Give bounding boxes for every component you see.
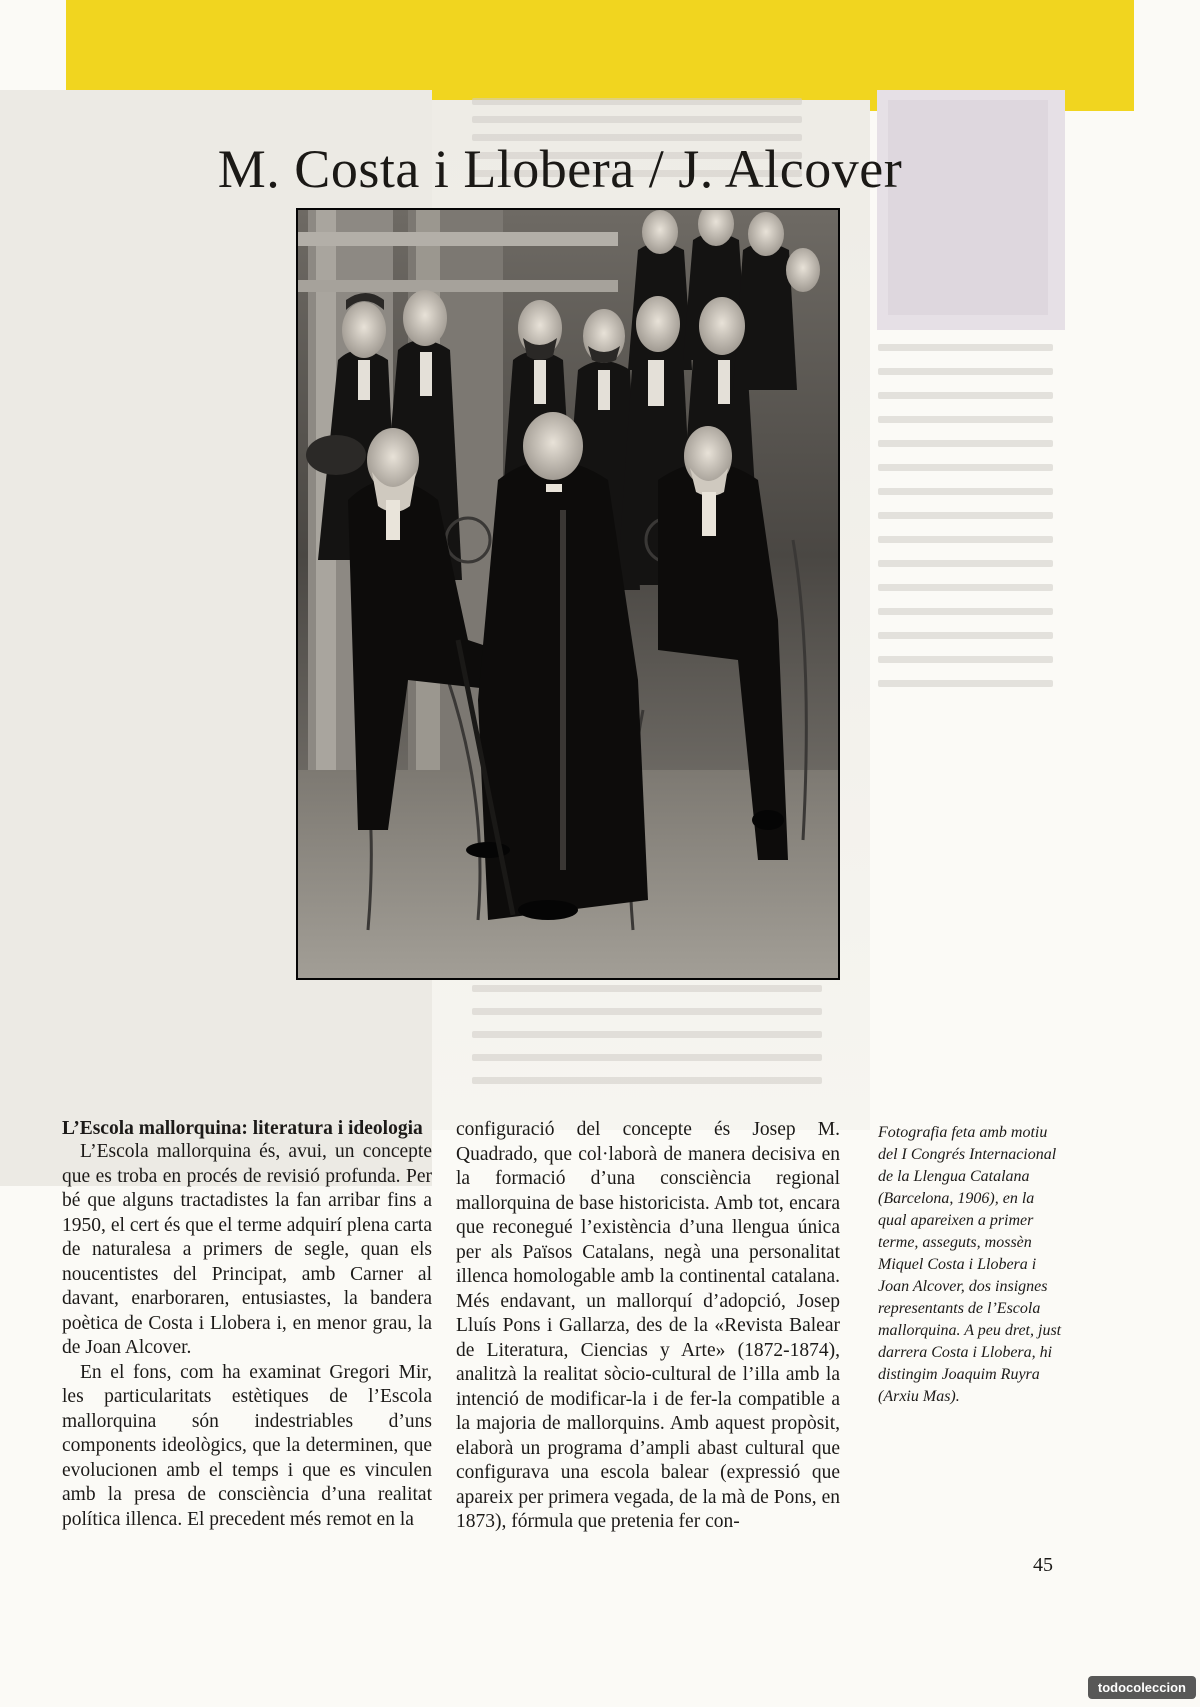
historical-photograph <box>296 208 840 980</box>
page-title: M. Costa i Llobera / J. Alcover <box>217 139 903 199</box>
body-paragraph: L’Escola mallorquina és, avui, un concepte que es troba en procés de revisió profunda. Per bé que alguns tractadistes la fan arribar fins a 1950, el cert és que el terme adquirí plena carta de naturalesa a primers de segle, quan els noucentistes del Principat, amb Carner al davant, enarboraren, entusiastes, la bandera poètica de Costa i Llobera i, en menor grau, la de Joan Alcover. <box>62 1141 432 1358</box>
article-column-1 <box>62 1118 432 1532</box>
body-paragraph: En el fons, com ha examinat Gregori Mir, les particularitats estètiques de l’Escola mallorquina són indestriables d’uns components ideològics, que la determinen, que evolucionen amb el temps i que es vinculen amb la presa de consciència d’una realitat política illenca. El precedent més remot en la <box>62 1361 432 1530</box>
section-heading: L’Escola mallorquina: literatura i ideologia <box>62 1118 423 1139</box>
photo-caption: Fotografia feta amb motiu del I Congrés Internacional de la Llengua Catalana (Barcelona, 1906), en la qual apareixen a primer terme, asseguts, mossèn Miquel Costa i Llobera i Joan Alcover, dos insignes representants de l’Escola mallorquina. A peu dret, just darrera Costa i Llobera, hi distingim Joaquim Ruyra (Arxiu Mas). <box>878 1124 1062 1405</box>
show-through-right-image <box>888 100 1048 315</box>
watermark-logo: todocoleccion <box>1088 1676 1196 1699</box>
group-photo-image <box>298 210 838 978</box>
article-column-2 <box>456 1118 840 1535</box>
body-paragraph: configuració del concepte és Josep M. Quadrado, que col·laborà de manera decisiva en la formació d’una consciència regional mallorquina de base historicista. Amb tot, encara que reconegué l’existència d’una llengua única per als Països Catalans, negà una personalitat illenca homologable amb la continental catalana. Més endavant, un mallorquí d’adopció, Josep Lluís Pons i Gallarza, des de la «Revista Balear de Literatura, Ciencias y Arte» (1872-1874), analitzà la realitat sòcio-cultural de l’illa amb la intenció de modificar-la i de fer-la compatible a la majoria de mallorquins. Amb aquest propòsit, elaborà un programa d’ampli abast cultural que configurava una escola balear (expressió que apareix per primera vegada, de la mà de Pons, en 1873), fórmula que pretenia fer con- <box>456 1119 840 1532</box>
page-number: 45 <box>1033 1554 1053 1576</box>
